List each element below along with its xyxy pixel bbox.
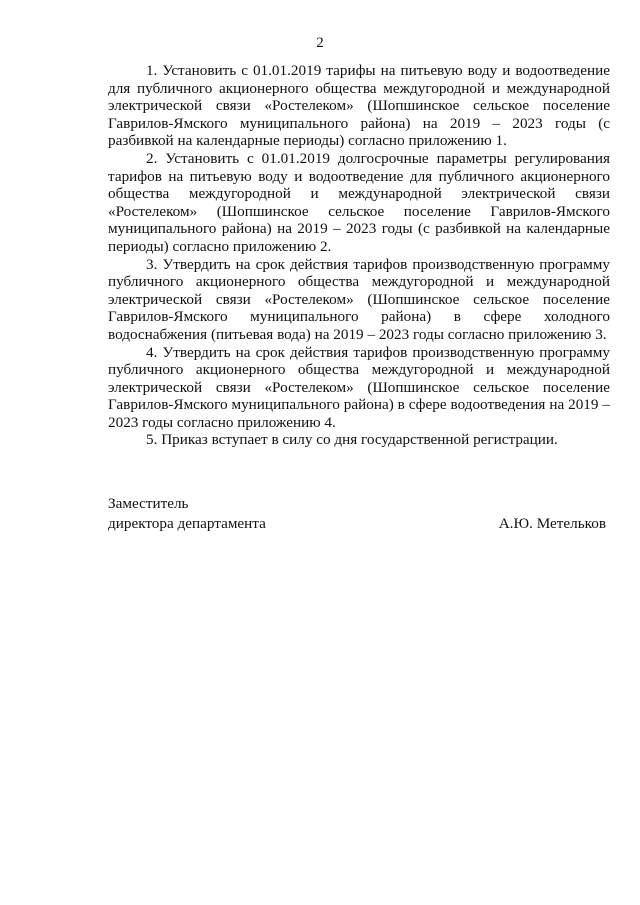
paragraph-1: 1. Установить с 01.01.2019 тарифы на питьевую воду и водоотведение для публичного акционерного общества междугородной и международной электрической связи «Ростелеком» (Шопшинское сельское поселение Гаврилов-Ямского муниципального района) на 2019 – 2023 годы (с разбивкой на календарные периоды) согласно приложению 1. [108, 62, 610, 150]
signatory-position-line-1: Заместитель [108, 495, 189, 512]
paragraph-3: 3. Утвердить на срок действия тарифов производственную программу публичного акционерного общества междугородной и международной электрической связи «Ростелеком» (Шопшинское сельское поселение Гаврилов-Ямского муниципального района) в сфере холодного водоснабжения (питьевая вода) на 2019 – 2023 годы согласно приложению 3. [108, 255, 610, 343]
page-number: 2 [316, 35, 324, 51]
document-body [108, 62, 610, 449]
paragraph-5: 5. Приказ вступает в силу со дня государственной регистрации. [146, 431, 558, 449]
paragraph-2: 2. Установить с 01.01.2019 долгосрочные параметры регулирования тарифов на питьевую воду и водоотведение для публичного акционерного общества междугородной и международной электрической связи «Ростелеком» (Шопшинское сельское поселение Гаврилов-Ямского муниципального района) на 2019 – 2023 годы (с разбивкой на календарные периоды) согласно приложению 2. [108, 149, 610, 255]
signature-block [108, 494, 610, 534]
signature-line [108, 514, 610, 534]
paragraph-4: 4. Утвердить на срок действия тарифов производственную программу публичного акционерного общества междугородной и международной электрической связи «Ростелеком» (Шопшинское сельское поселение Гаврилов-Ямского муниципального района) в сфере водоотведения на 2019 – 2023 годы согласно приложению 4. [108, 343, 610, 431]
signatory-position-line-2: директора департамента [108, 515, 266, 532]
signatory-name: А.Ю. Метельков [498, 515, 606, 532]
